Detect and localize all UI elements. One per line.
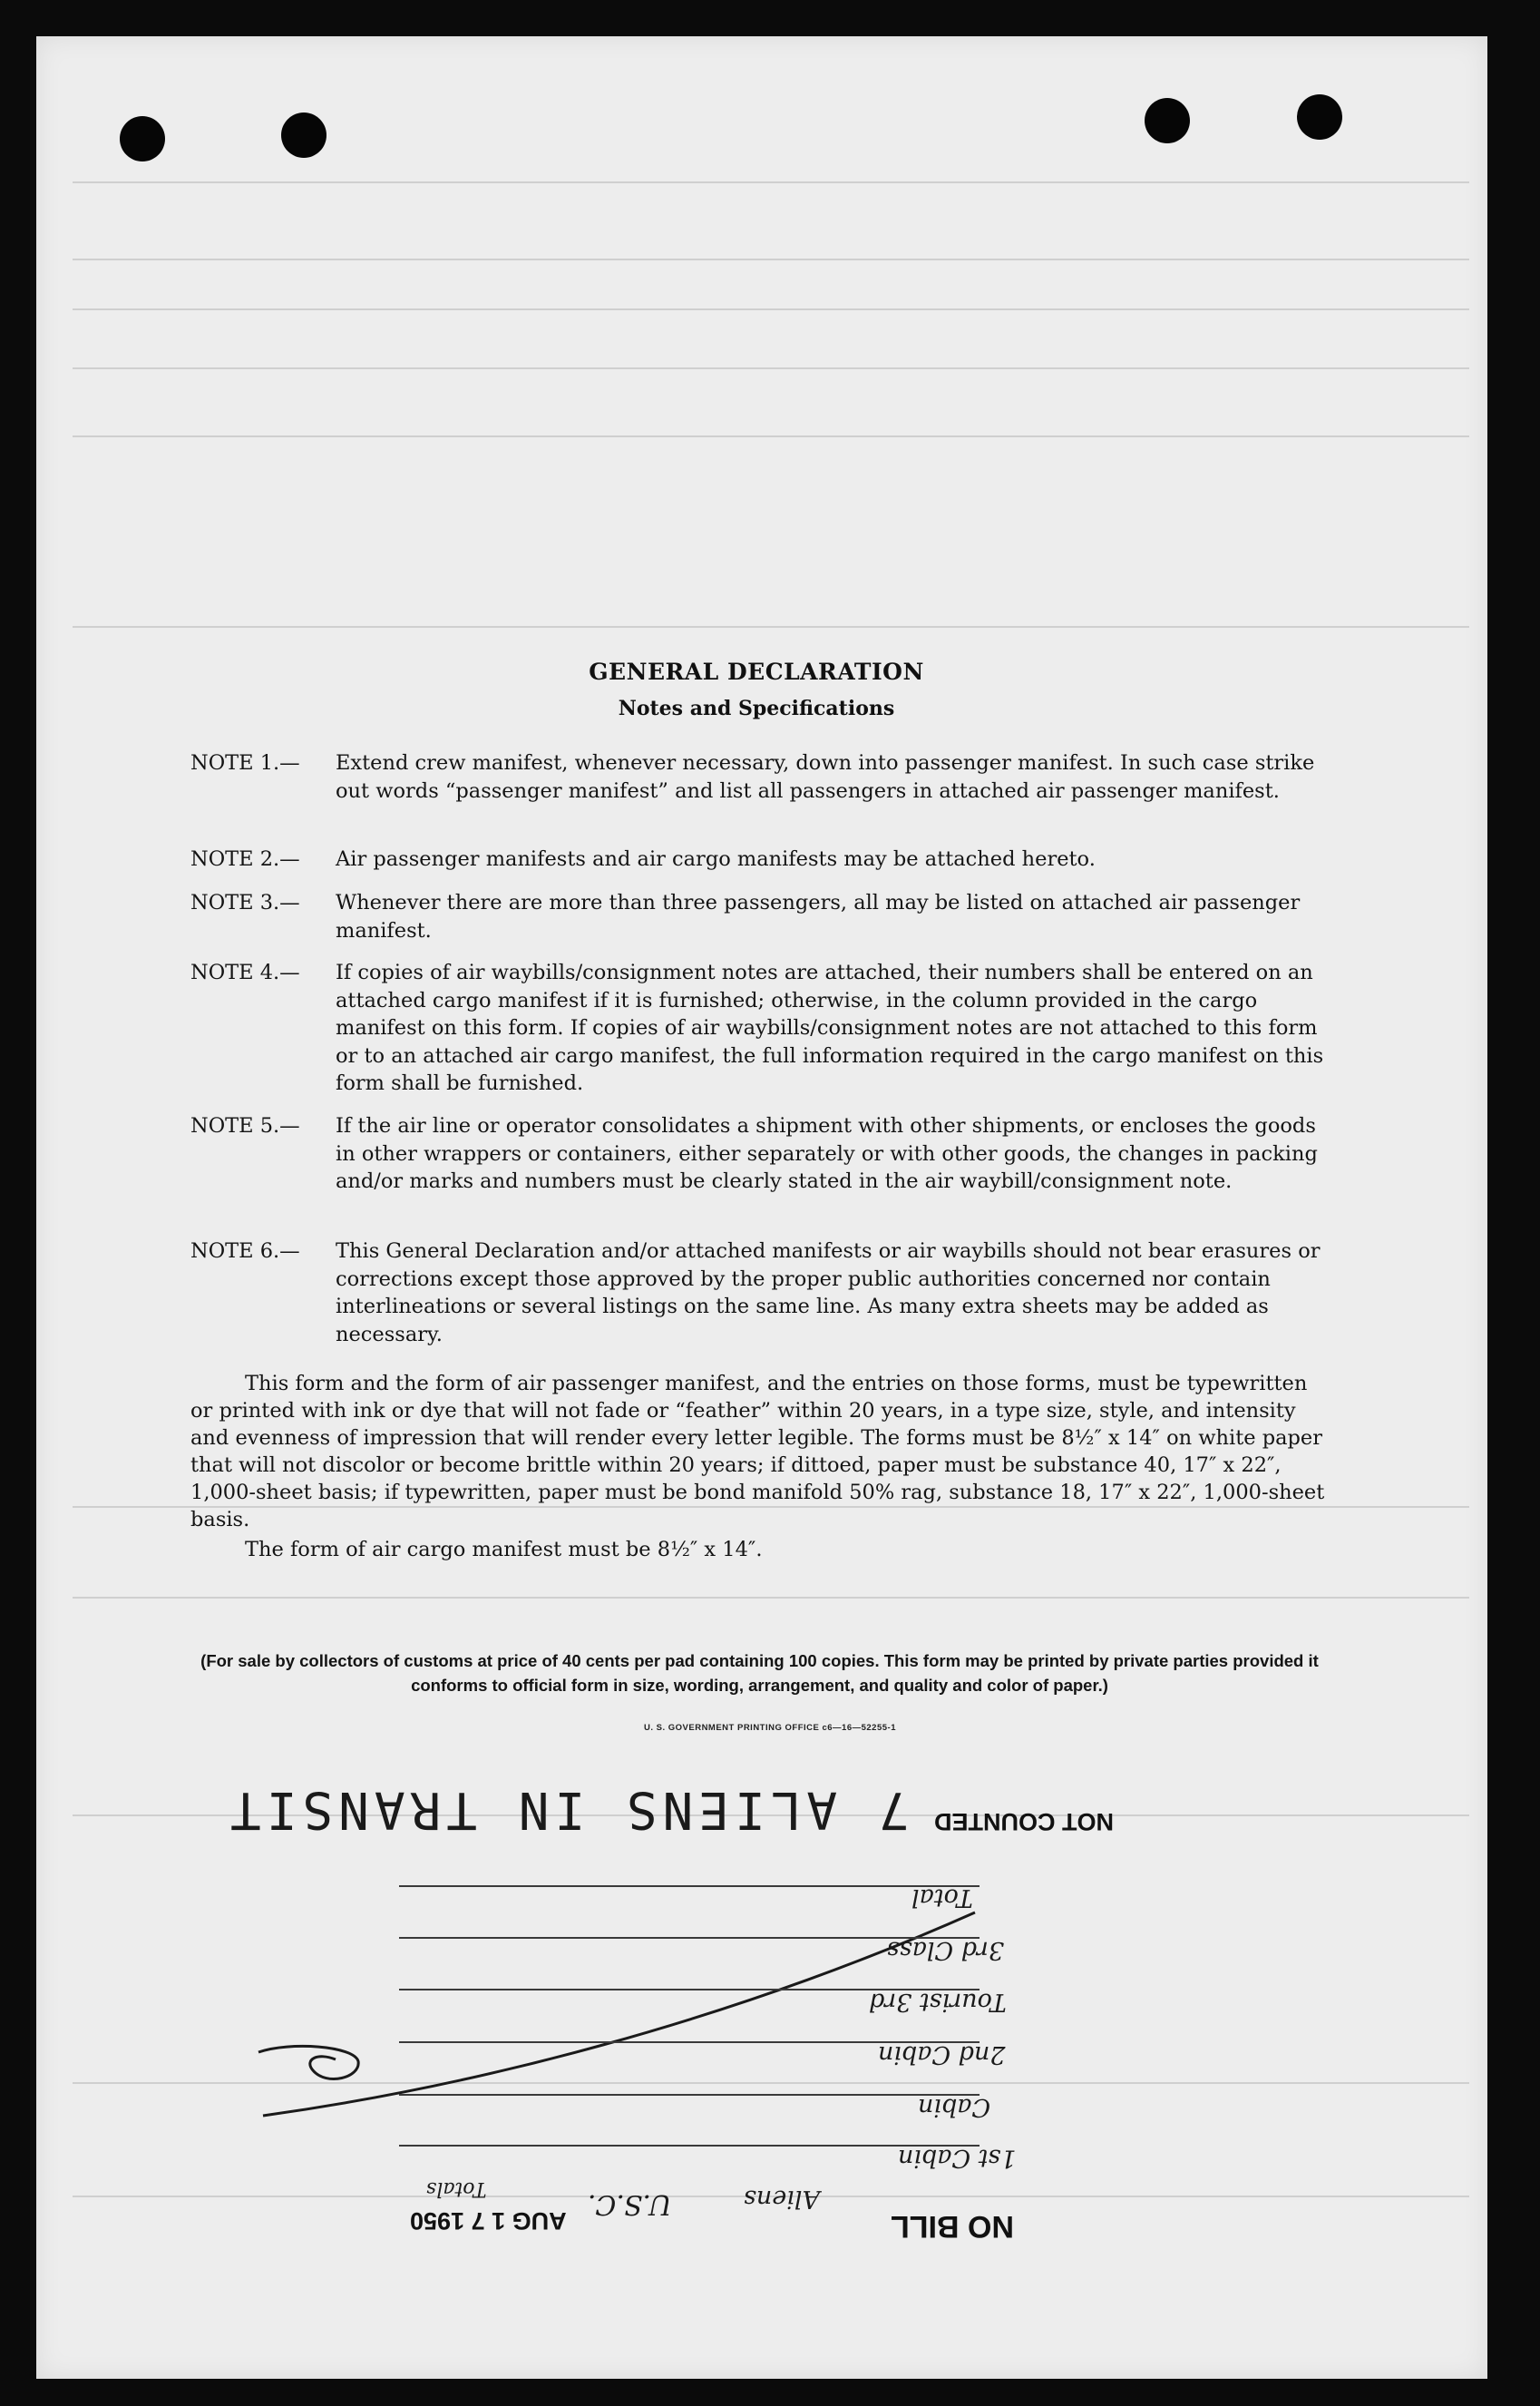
row-line xyxy=(399,2094,980,2096)
cargo-size-text: The form of air cargo manifest must be 8½″ x 14″. xyxy=(245,1538,763,1561)
class-row-1st-cabin: 1st Cabin xyxy=(898,2144,1017,2172)
note-text: Extend crew manifest, whenever necessary, down into passenger manifest. In such case strike out words “passenger manifest” and list all passengers in attached air passenger manifest. xyxy=(336,751,1315,803)
class-row-total: Total xyxy=(911,1883,973,1912)
note-2 xyxy=(190,846,1329,874)
note-text: Whenever there are more than three passengers, all may be listed on attached air passenger manifest. xyxy=(336,891,1301,943)
document-sheet xyxy=(36,36,1487,2379)
totals-label: Totals xyxy=(426,2177,487,2200)
note-5 xyxy=(190,1112,1329,1196)
class-row-cabin: Cabin xyxy=(918,2093,991,2121)
punch-hole xyxy=(120,116,165,161)
not-counted-stamp: NOT COUNTED xyxy=(934,1808,1114,1835)
note-text: If the air line or operator consolidates a shipment with other shipments, or encloses the goods in other wrappers or containers, either separately or with other goods, the changes in packing and/or marks and numbers must be clearly stated in the air waybill/consignment note. xyxy=(336,1114,1318,1193)
note-text: Air passenger manifests and air cargo manifests may be attached hereto. xyxy=(336,847,1096,871)
cargo-size-line xyxy=(190,1536,1329,1563)
bleed-through-line xyxy=(73,181,1469,183)
note-6 xyxy=(190,1237,1329,1348)
handwritten-transit-note: 7 ALIENS IN TRANSIT xyxy=(225,1780,910,1839)
class-row-3rd-class: 3rd Class xyxy=(887,1936,1005,1964)
page-subtitle: Notes and Specifications xyxy=(618,697,895,720)
punch-hole xyxy=(1145,98,1190,143)
bleed-through-line xyxy=(73,2082,1469,2084)
note-label: NOTE 5.— xyxy=(190,1114,300,1138)
note-label: NOTE 3.— xyxy=(190,891,300,914)
note-label: NOTE 6.— xyxy=(190,1239,300,1263)
note-1 xyxy=(190,749,1329,805)
note-text: This General Declaration and/or attached manifests or air waybills should not bear erasures or corrections except those approved by the proper public authorities concerned nor contain interlineations or several listings on the same line. As many extra sheets may be added as necessary. xyxy=(336,1239,1321,1346)
note-text: If copies of air waybills/consignment notes are attached, their numbers shall be entered on an attached cargo manifest if it is furnished; otherwise, in the column provided in the cargo manifest on this form. If copies of air waybills/consignment notes are not attached to this form or to an attached air cargo manifest, the full information required in the cargo manifest on this form shall be furnished. xyxy=(336,961,1324,1095)
note-4 xyxy=(190,959,1329,1098)
bleed-through-line xyxy=(73,367,1469,369)
bleed-through-line xyxy=(73,626,1469,628)
class-row-2nd-cabin: 2nd Cabin xyxy=(878,2040,1006,2069)
note-label: NOTE 4.— xyxy=(190,961,300,984)
class-row-tourist-3rd: Tourist 3rd xyxy=(869,1988,1007,2016)
printing-office-line: U. S. GOVERNMENT PRINTING OFFICE c6—16—52255-1 xyxy=(644,1723,896,1733)
bleed-through-line xyxy=(73,259,1469,260)
punch-hole xyxy=(1297,94,1342,140)
row-line xyxy=(399,2145,980,2147)
row-line xyxy=(399,1885,980,1887)
bleed-through-line xyxy=(73,308,1469,310)
bleed-through-line xyxy=(73,435,1469,437)
punch-hole xyxy=(281,112,327,158)
aliens-label: Aliens xyxy=(744,2185,820,2213)
note-label: NOTE 1.— xyxy=(190,751,300,775)
form-specification-text: This form and the form of air passenger manifest, and the entries on those forms, must be typewritten or printed with ink or dye that will not fade or “feather” within 20 years, in a type size, style, and intensity and evenness of impression that will render every letter legible. The forms must be 8½″ x 14″ on white paper that will not discolor or become brittle within 20 years; if dittoed, paper must be substance 40, 17″ x 22″, 1,000-sheet basis; if typewritten, paper must be bond manifold 50% rag, substance 18, 17″ x 22″, 1,000-sheet basis. xyxy=(190,1372,1325,1531)
bleed-through-line xyxy=(73,1597,1469,1599)
date-stamp: AUG 1 7 1950 xyxy=(410,2207,567,2235)
page-title: GENERAL DECLARATION xyxy=(589,659,924,685)
note-3 xyxy=(190,889,1329,944)
no-bill-stamp: NO BILL xyxy=(891,2209,1014,2244)
form-specification-paragraph xyxy=(190,1370,1329,1533)
note-label: NOTE 2.— xyxy=(190,847,300,871)
sale-note: (For sale by collectors of customs at price of 40 cents per pad containing 100 copies. This form may be printed by private parties provided it conforms to official form in size, wording, arrangement, and quality and color of paper.) xyxy=(200,1651,1319,1695)
usc-label: U.S.C. xyxy=(588,2188,672,2220)
